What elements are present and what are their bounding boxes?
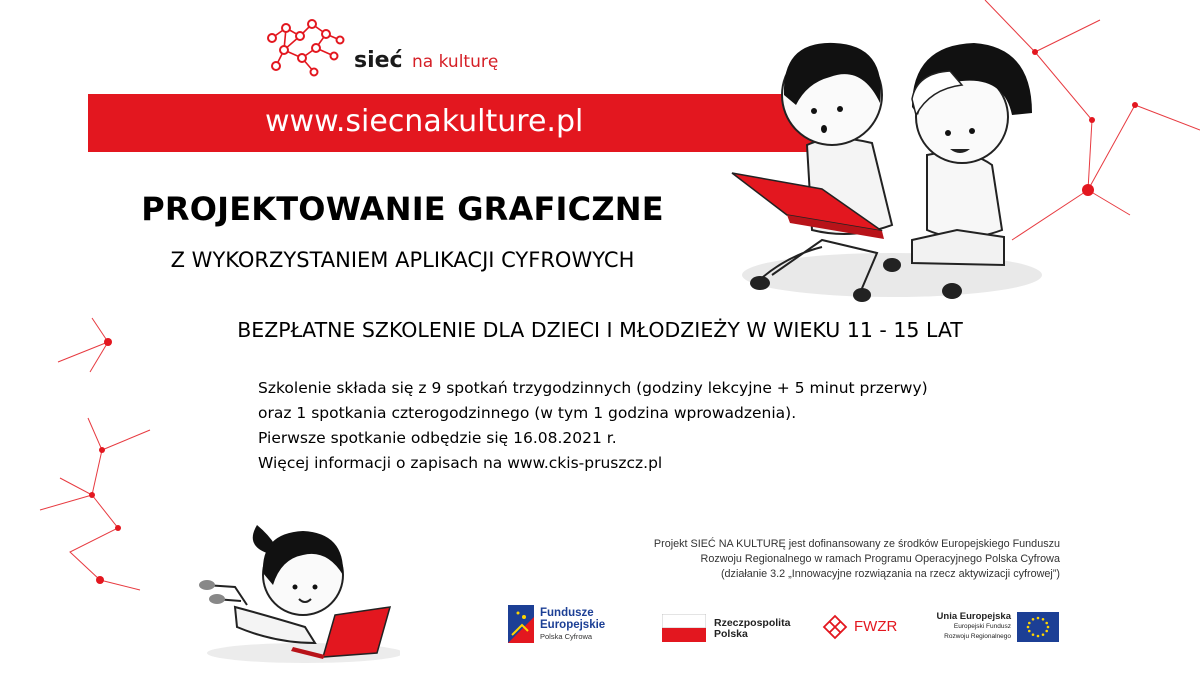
logo-title: sieć (354, 48, 403, 73)
polish-flag-icon (662, 614, 706, 642)
ue-line1: Unia Europejska (936, 611, 1011, 622)
ue-line2: Europejski Fundusz (953, 623, 1011, 630)
girl-with-laptop-illustration (195, 515, 400, 665)
free-training-line: BEZPŁATNE SZKOLENIE DLA DZIECI I MŁODZIEŻY W WIEKU 11 - 15 LAT (237, 318, 963, 342)
website-url[interactable]: www.siecnakulture.pl (265, 104, 584, 139)
details-line: Więcej informacji o zapisach na www.ckis-pruszcz.pl (258, 454, 663, 472)
sponsor-unia-europejska (935, 610, 1065, 646)
page-title: PROJEKTOWANIE GRAFICZNE (141, 190, 664, 228)
fe-line1: Fundusze (540, 607, 594, 619)
funding-note (600, 537, 1060, 582)
funding-line: Rozwoju Regionalnego w ramach Programu Operacyjnego Polska Cyfrowa (700, 553, 1060, 565)
fe-flag-icon (508, 605, 534, 643)
page-subtitle: Z WYKORZYSTANIEM APLIKACJI CYFROWYCH (170, 248, 635, 272)
funding-line: Projekt SIEĆ NA KULTURĘ jest dofinansowany ze środków Europejskiego Funduszu (653, 538, 1060, 550)
fe-line3: Polska Cyfrowa (540, 632, 593, 641)
details-line: Pierwsze spotkanie odbędzie się 16.08.2021 r. (258, 429, 617, 447)
logo-subtitle: na kulturę (412, 52, 499, 72)
brand-logo (262, 14, 512, 78)
sponsor-rzeczpospolita-polska (662, 612, 792, 644)
rp-line1: Rzeczpospolita (714, 617, 791, 629)
ue-line3: Rozwoju Regionalnego (944, 633, 1011, 640)
network-logo-icon (262, 14, 357, 78)
fwzr-label: FWZR (854, 618, 898, 635)
eu-flag-icon (1017, 612, 1059, 642)
rp-line2: Polska (714, 628, 748, 640)
fe-line2: Europejskie (540, 619, 606, 631)
details-line: Szkolenie składa się z 9 spotkań trzygodzinnych (godziny lekcyjne + 5 minut przerwy) (258, 379, 928, 397)
details-line: oraz 1 spotkania czterogodzinnego (w tym 1 godzina wprowadzenia). (258, 404, 797, 422)
funding-line: (działanie 3.2 „Innowacyjne rozwiązania na rzecz aktywizacji cyfrowej”) (720, 568, 1060, 580)
training-details (258, 376, 928, 476)
sponsor-fundusze-europejskie (508, 603, 623, 647)
sponsor-fwzr (822, 614, 912, 642)
fwzr-knot-icon (822, 614, 848, 640)
